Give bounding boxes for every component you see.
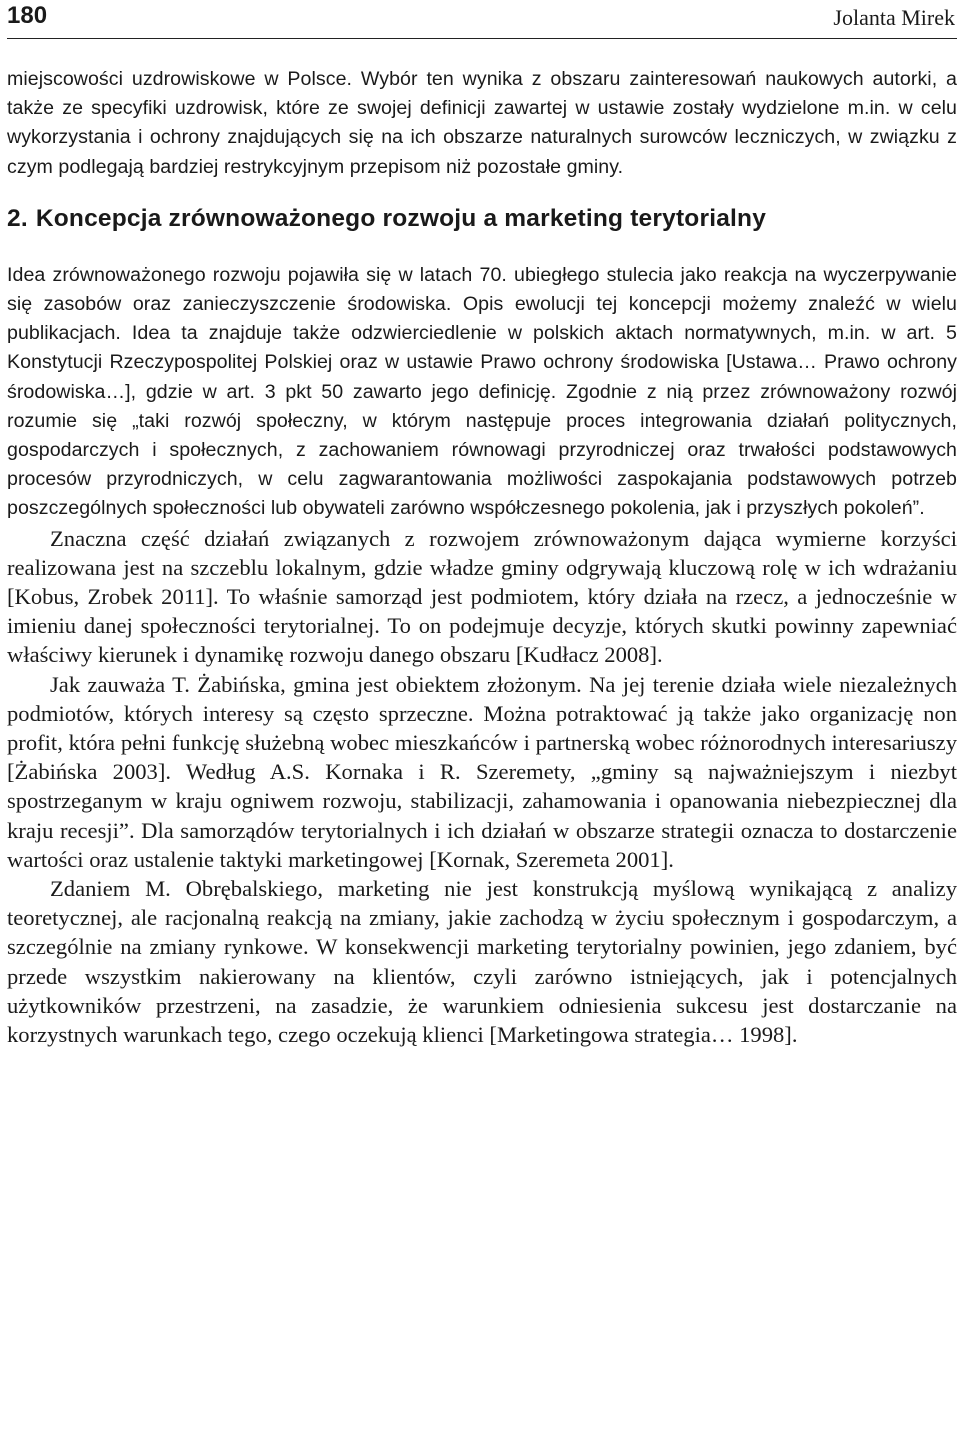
running-header — [7, 0, 957, 39]
paragraph-continued: miejscowości uzdrowiskowe w Polsce. Wybór ten wynika z obszaru zainteresowań naukowych autorki, a także ze specyfiki uzdrowisk, które ze swojej definicji zawartej w ustawie zostały wydzielone m.in. w celu wykorzystania i ochrony znajdujących się na ich obszarze naturalnych surowców leczniczych, w związku z czym podlegają bardziej restrykcyjnym przepisom niż pozostałe gminy. — [7, 68, 957, 178]
paragraph-municipality: Jak zauważa T. Żabińska, gmina jest obiektem złożonym. Na jej terenie działa wiele niezależnych podmiotów, których interesy są często sprzeczne. Można potraktować ją także jako organizację non profit, która pełni funkcję służebną wobec mieszkańców i partnerską wobec różnorodnych interesariuszy [Żabińska 2003]. Według A.S. Kornaka i R. Szeremety, „gminy są najważniejszym i niezbyt spostrzeganym w kraju ogniwem rozwoju, stabilizacji, zahamowania i opanowania niebezpiecznej dla kraju recesji”. Dla samorządów terytorialnych i ich działań w obszarze strategii oznacza to dostarczenie wartości oraz ustalenie taktyki marketingowej [Kornak, Szeremeta 2001]. — [7, 671, 957, 872]
section-title: Koncepcja zrównoważonego rozwoju a marketing terytorialny — [35, 204, 767, 232]
body-text — [7, 65, 957, 1049]
running-author: Jolanta Mirek — [833, 5, 955, 30]
paragraph-local-level: Znaczna część działań związanych z rozwojem zrównoważonym dająca wymierne korzyści realizowana jest na szczeblu lokalnym, gdzie władze gminy odgrywają kluczową rolę w ich wdrażaniu [Kobus, Zrobek 2011]. To właśnie samorząd jest podmiotem, który działa na rzecz, a jednocześnie w imieniu danej społeczności terytorialnej. To on podejmuje decyzje, których skutki powinny zapewniać właściwy kierunek i dynamikę rozwoju danego obszaru [Kudłacz 2008]. — [7, 525, 957, 668]
paragraph-sustainable-development: Idea zrównoważonego rozwoju pojawiła się w latach 70. ubiegłego stulecia jako reakcja na wyczerpywanie się zasobów oraz zanieczyszczenie środowiska. Opis ewolucji tej koncepcji możemy znaleźć w wielu publikacjach. Idea ta znajduje także odzwierciedlenie w polskich aktach normatywnych, m.in. w art. 5 Konstytucji Rzeczypospolitej Polskiej oraz w ustawie Prawo ochrony środowiska [Ustawa… Prawo ochrony środowiska…], gdzie w art. 3 pkt 50 zawarto jego definicję. Zgodnie z nią przez zrównoważony rozwój rozumie się „taki rozwój społeczny, w którym następuje proces integrowania działań politycznych, gospodarczych i społecznych, z zachowaniem równowagi przyrodniczej oraz trwałości podstawowych procesów przyrodniczych, w celu zagwarantowania możliwości zaspokajania podstawowych potrzeb poszczególnych społeczności lub obywateli zarówno współczesnego pokolenia, jak i przyszłych pokoleń”. — [7, 263, 957, 520]
paragraph-marketing: Zdaniem M. Obrębalskiego, marketing nie jest konstrukcją myślową wynikającą z analizy teoretycznej, ale racjonalną reakcją na zmiany, jakie zachodzą w życiu społecznym i gospodarczym, a szczególnie na zmiany rynkowe. W konsekwencji marketing terytorialny powinien, jego zdaniem, być przede wszystkim nakierowany na klientów, czyli zarówno istniejących, jak i potencjalnych użytkowników przestrzeni, na zasadzie, że warunkiem odniesienia sukcesu jest dostarczanie na korzystnych warunkach tego, czego oczekują klienci [Marketingowa strategia… 1998]. — [7, 876, 957, 1048]
section-heading — [7, 204, 957, 234]
section-number: 2. — [7, 204, 28, 232]
page-number: 180 — [7, 2, 48, 29]
